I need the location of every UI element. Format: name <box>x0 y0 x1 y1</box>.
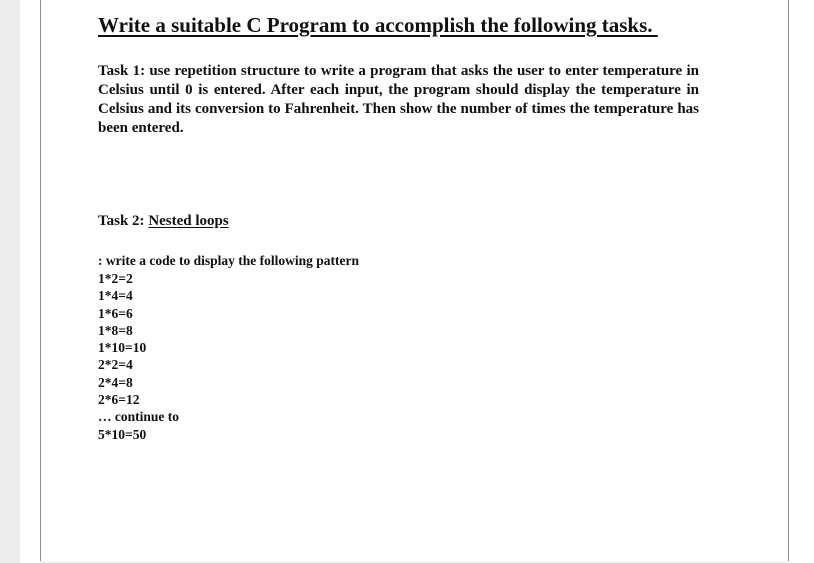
pattern-continue-note: … continue to <box>98 409 179 425</box>
pattern-line: 1*4=4 <box>98 288 133 304</box>
pattern-line: 1*10=10 <box>98 340 147 356</box>
task2-heading <box>98 213 229 230</box>
pattern-line: 1*2=2 <box>98 271 133 286</box>
viewer-background-strip <box>0 0 20 563</box>
pattern-line: 1*6=6 <box>98 305 133 321</box>
pattern-line: 2*4=8 <box>98 374 133 390</box>
task2-title-nested-loops: Nested loops <box>148 213 229 229</box>
pattern-line: 1*8=8 <box>98 322 133 338</box>
document-title: Write a suitable C Program to accomplish the following tasks. <box>98 13 658 37</box>
task2-label: Task 2: <box>98 213 149 229</box>
pattern-list <box>98 270 179 443</box>
page-content <box>40 0 789 563</box>
task1-paragraph: Task 1: use repetition structure to write a program that asks the user to enter temperature in Celsius until 0 is entered. After each input, the program should display the temperature in Celsius and its conversion to Fahrenheit. Then show the number of times the temperature has been entered. <box>98 63 699 136</box>
pattern-line: 2*2=4 <box>98 357 133 373</box>
pattern-line: 2*6=12 <box>98 392 140 408</box>
task2-instruction: : write a code to display the following pattern <box>98 253 359 268</box>
pattern-line-final: 5*10=50 <box>98 426 147 442</box>
